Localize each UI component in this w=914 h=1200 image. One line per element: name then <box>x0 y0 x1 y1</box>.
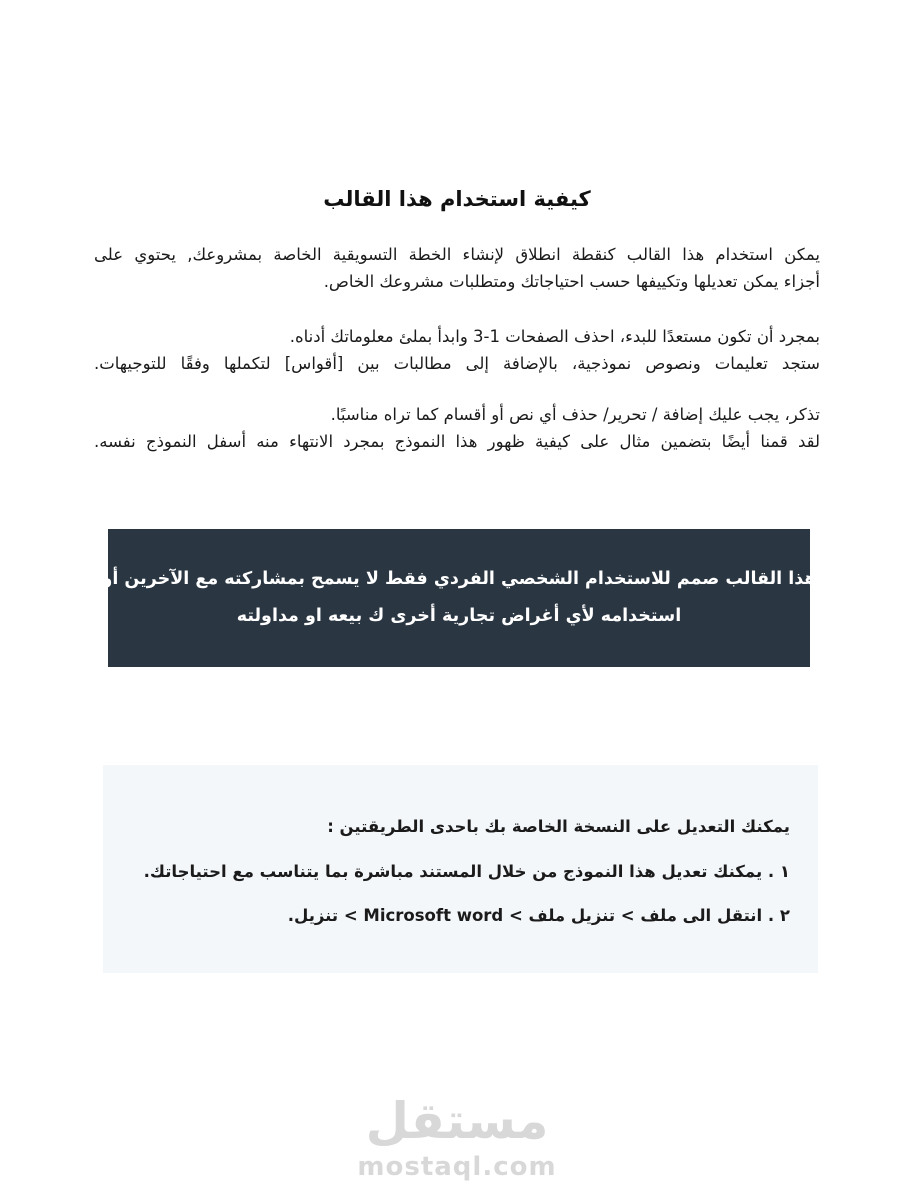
notice-line: استخدامه لأي أغراض تجارية أخرى ك بيعه او مداولته <box>236 606 682 626</box>
edit-instruction-item: ٢ . انتقل الى ملف > تنزيل ملف > Microsoft word > تنزيل. <box>287 906 790 925</box>
paragraph-line: تذكر، يجب عليك إضافة / تحرير/ حذف أي نص أو أقسام كما تراه مناسبًا. <box>330 405 820 424</box>
notice-line: هذا القالب صمم للاستخدام الشخصي الفردي فقط لا يسمح بمشاركته مع الآخرين أو <box>101 569 817 589</box>
edit-instructions-heading: يمكنك التعديل على النسخة الخاصة بك باحدى الطريقتين : <box>327 817 790 836</box>
intro-paragraph-3 <box>94 401 820 455</box>
mostaql-domain-text: mostaql.com <box>357 1151 557 1182</box>
edit-instruction-item: ١ . يمكنك تعديل هذا النموذج من خلال المستند مباشرة بما يتناسب مع احتياجاتك. <box>143 862 790 881</box>
mostaql-logo: مستقل <box>365 1092 549 1150</box>
paragraph-line: يمكن استخدام هذا القالب كنقطة انطلاق لإنشاء الخطة التسويقية الخاصة بمشروعك, يحتوي على <box>94 245 820 264</box>
page-title: كيفية استخدام هذا القالب <box>323 187 591 211</box>
paragraph-line: ستجد تعليمات ونصوص نموذجية، بالإضافة إلى مطالبات بين [أقواس] لتكملها وفقًا للتوجيهات. <box>94 354 820 373</box>
paragraph-line: بمجرد أن تكون مستعدًا للبدء، احذف الصفحات 1-3 وابدأ بملئ معلوماتك أدناه. <box>289 327 820 346</box>
intro-paragraph-2 <box>94 323 820 377</box>
edit-instructions-box <box>103 765 818 973</box>
paragraph-line: لقد قمنا أيضًا بتضمين مثال على كيفية ظهور هذا النموذج بمجرد الانتهاء منه أسفل النموذج نفسه. <box>94 432 820 451</box>
intro-paragraph-1 <box>94 241 820 295</box>
mostaql-watermark <box>0 1090 914 1181</box>
paragraph-line: أجزاء يمكن تعديلها وتكييفها حسب احتياجاتك ومتطلبات مشروعك الخاص. <box>323 272 820 291</box>
personal-use-notice-box <box>101 529 817 667</box>
